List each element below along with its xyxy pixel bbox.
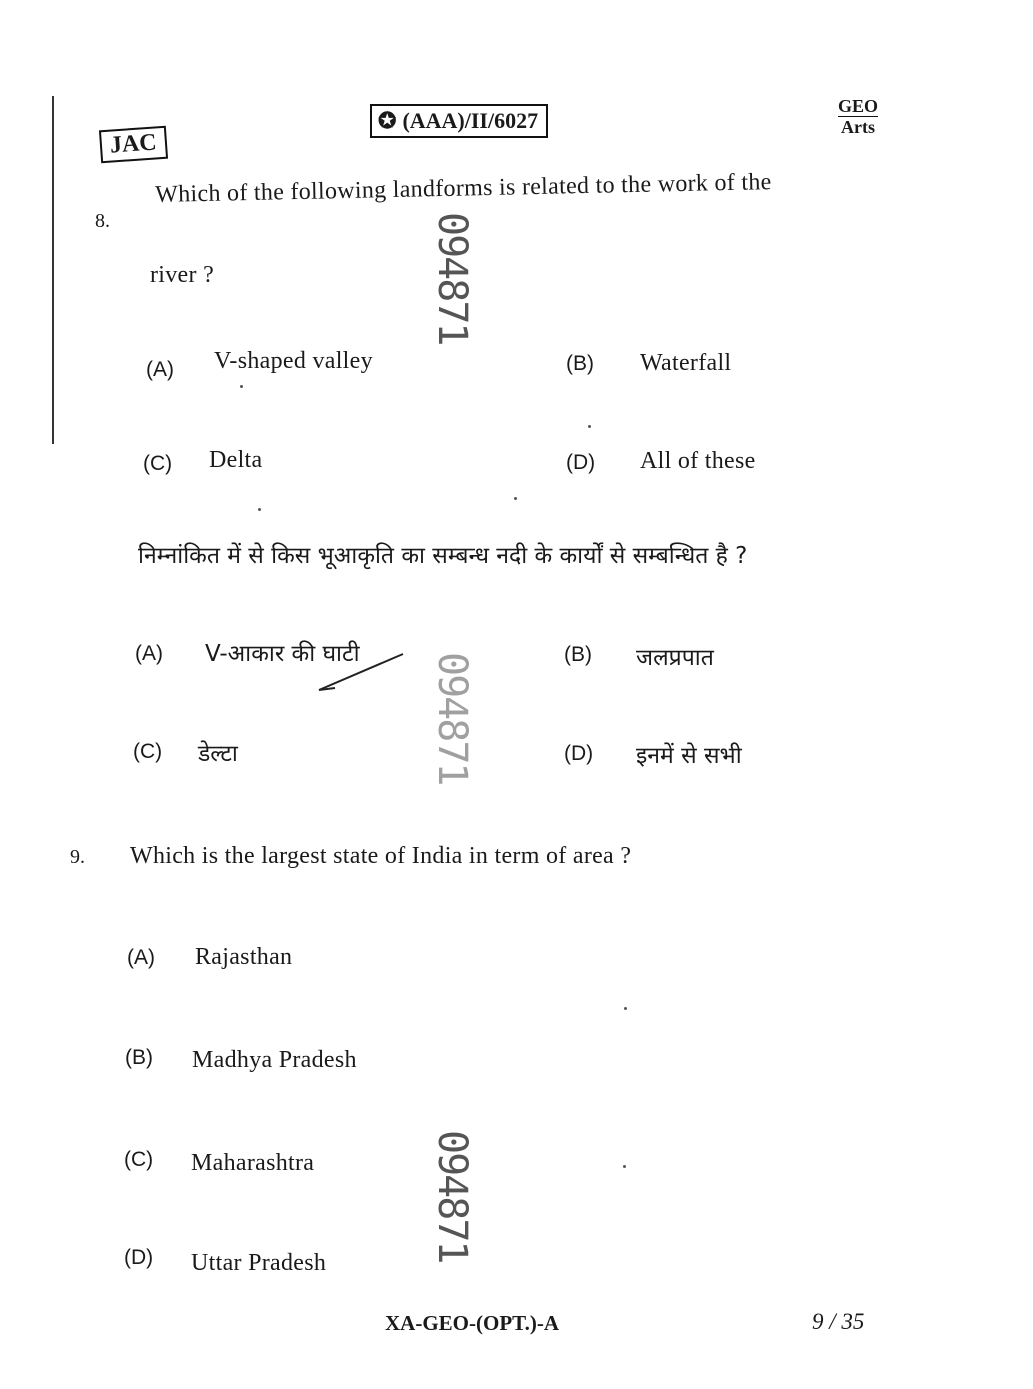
option-text-hindi: V-आकार की घाटी [205,641,360,667]
option-text: Delta [209,447,263,473]
serial-stamp: 094871 [429,652,475,785]
option-text: V-shaped valley [214,348,373,374]
question-text-line1: Which of the following landforms is related to the work of the [155,169,772,208]
star-icon: ✪ [378,108,397,133]
option-label: (C) [143,452,173,475]
stream-name: Arts [838,116,878,137]
option-text-hindi: जलप्रपात [636,645,714,671]
page-number: 9 / 35 [812,1309,865,1334]
scan-speck [588,425,591,428]
option-text-hindi: डेल्टा [198,741,238,767]
margin-line [52,96,54,444]
scan-speck [624,1007,627,1010]
option-label: (B) [125,1046,153,1069]
option-label: (D) [566,451,596,474]
board-label: JAC [99,126,168,164]
option-text: Waterfall [640,350,732,376]
option-text: Maharashtra [191,1150,315,1176]
scan-speck [258,508,261,511]
paper-code: (AAA)/II/6027 [402,108,539,133]
scan-speck [623,1165,626,1168]
question-text-hindi: निम्नांकित में से किस भूआकृति का सम्बन्ध नदी के कार्यों से सम्बन्धित है ? [138,543,748,569]
option-text: Rajasthan [195,944,293,970]
option-label: (A) [146,358,174,381]
serial-stamp: 094871 [429,212,475,345]
option-text: All of these [640,448,756,474]
option-label: (A) [135,642,163,665]
option-label: (D) [124,1246,154,1269]
scan-speck [514,497,517,500]
option-label: (C) [124,1148,154,1171]
option-label: (A) [127,946,155,969]
option-label: (B) [564,643,592,666]
question-number: 8. [95,210,110,232]
option-label: (D) [564,742,594,765]
serial-stamp: 094871 [429,1130,475,1263]
option-label: (C) [133,740,163,763]
option-text: Uttar Pradesh [191,1250,327,1276]
paper-code-box [370,104,548,138]
tick-mark [315,650,410,695]
question-text: Which is the largest state of India in term of area ? [130,843,632,869]
scan-speck [240,385,243,388]
option-text: Madhya Pradesh [192,1047,357,1073]
footer-code: XA-GEO-(OPT.)-A [385,1311,559,1335]
question-text-line2: river ? [150,262,215,288]
subject-label [838,96,878,137]
subject-name: GEO [838,96,879,116]
option-text-hindi: इनमें से सभी [636,743,742,769]
question-number: 9. [70,846,85,868]
option-label: (B) [566,352,594,375]
